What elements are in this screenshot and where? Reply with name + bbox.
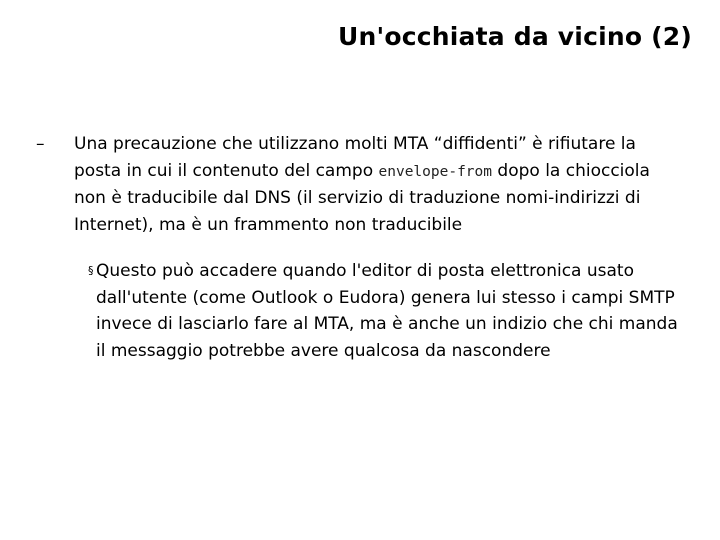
bullet-level-1-text-end: dopo la chiocciola non è traducibile dal DNS (il servizio di traduzione nomi-indirizzi di Internet), ma è un frammento non traducibile [74,160,650,235]
section-bullet-icon: § [88,264,94,277]
envelope-from-code: envelope-from [378,163,492,180]
dash-bullet-icon: – [36,134,45,154]
bullet-level-2-text: Questo può accadere quando l'editor di posta elettronica usato dall'utente (come Outlook o Eudora) genera lui stesso i campi SMTP invece di lasciarlo fare al MTA, ma è anche un indizio che chi manda il messaggio potrebbe avere qualcosa da nascondere [96,261,678,361]
bullet-level-2 [88,258,688,364]
bullet-level-1 [36,131,668,238]
bullet-level-1-text [48,131,668,238]
bullet-level-1-text-start: Una precauzione che utilizzano molti MTA “diffidenti” è rifiutare la posta in cui il contenuto del campo [74,134,636,181]
slide-title: Un'occhiata da vicino (2) [338,22,692,51]
